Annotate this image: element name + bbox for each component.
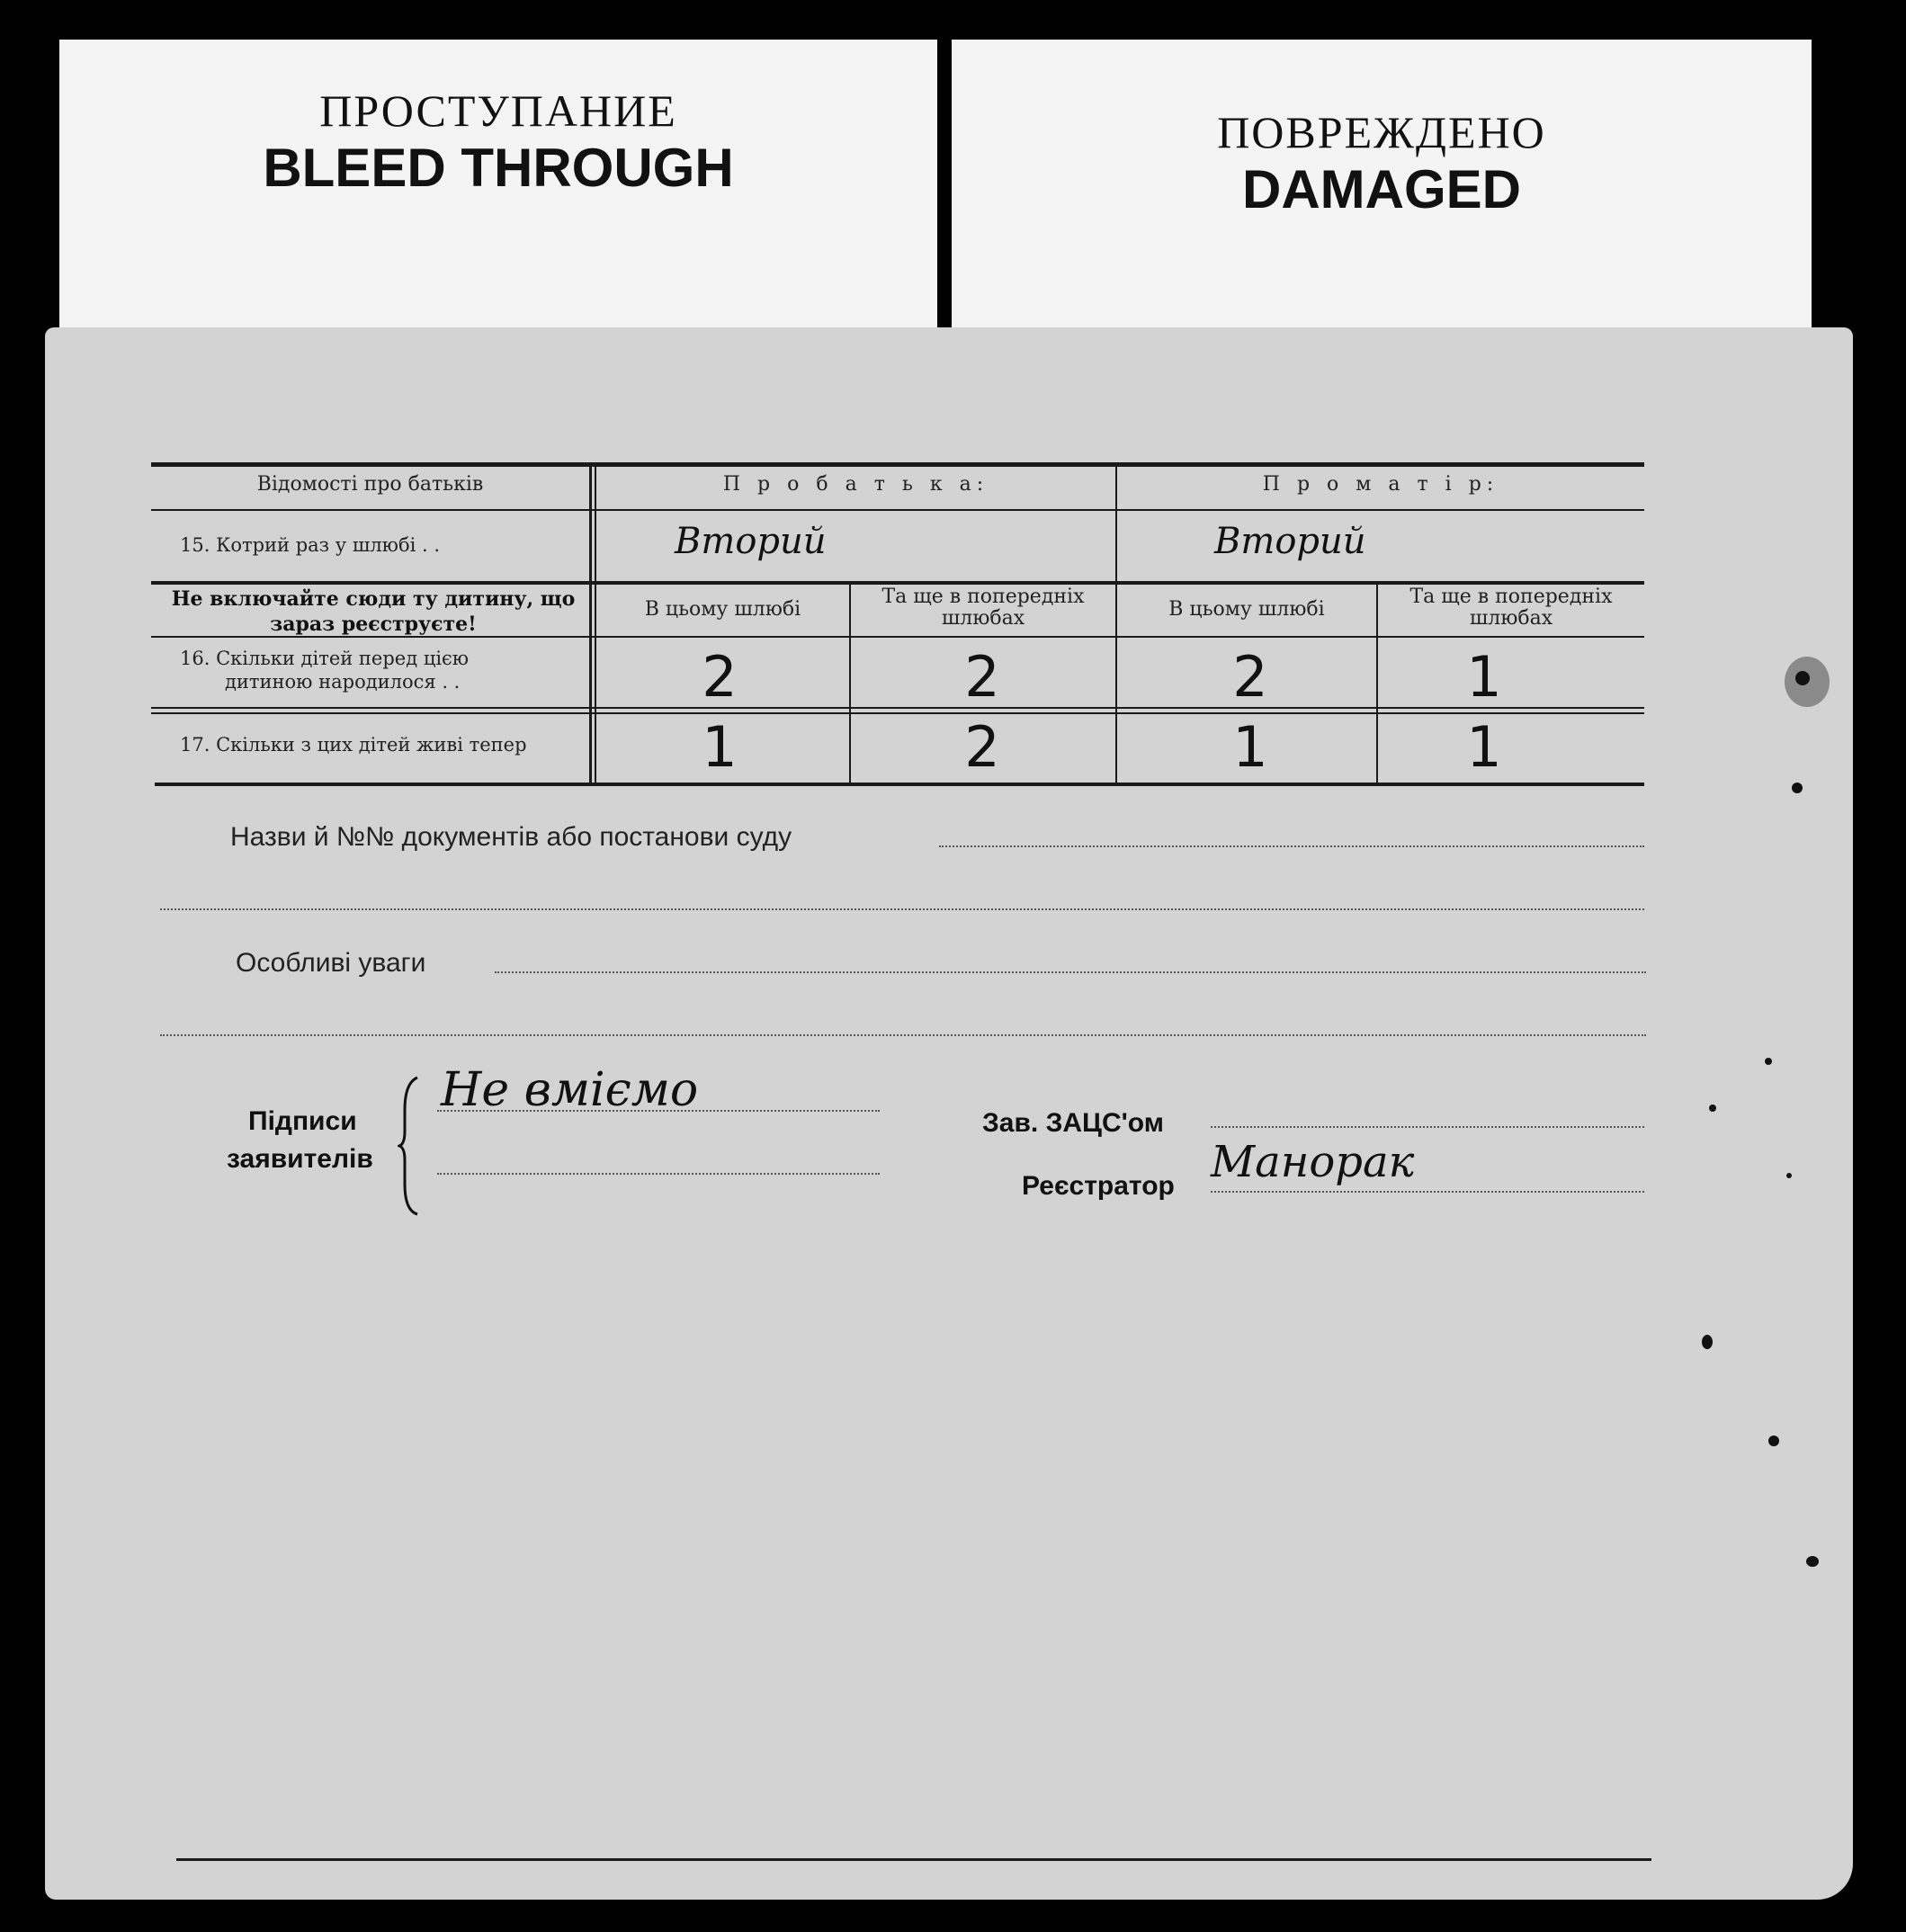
punch-hole [1792, 783, 1803, 793]
remarks-line [495, 971, 1646, 973]
row17-mother-previous: 1 [1466, 714, 1502, 780]
row16-father-previous: 2 [964, 644, 1000, 710]
father-this-marriage-header: В цьому шлюбі [644, 598, 801, 621]
punch-hole [1806, 1556, 1819, 1567]
punch-hole [1702, 1335, 1713, 1349]
punch-hole [1709, 1105, 1716, 1112]
applicants-label-line1: Підписи [248, 1106, 357, 1136]
document-card [45, 327, 1853, 1900]
registrar-label: Реєстратор [1022, 1171, 1175, 1201]
row16-label-line2: дитиною народилося . . [225, 671, 461, 693]
punch-hole [1765, 1058, 1772, 1065]
head-registry-label: Зав. ЗАЦС'ом [982, 1108, 1164, 1138]
damaged-en: DAMAGED [1242, 159, 1521, 219]
applicant-signature-line [437, 1110, 880, 1112]
registrar-signature-line [1211, 1191, 1644, 1193]
applicants-label-line2: заявителів [227, 1144, 373, 1174]
documents-line [939, 845, 1644, 847]
documents-label: Назви й №№ документів або постанови суду [230, 822, 792, 852]
exclusion-note: Не включайте сюди ту дитину, що зараз реєструєте! [171, 587, 576, 636]
row17-mother-this: 1 [1232, 714, 1268, 780]
row16-label-line1: 16. Скільки дітей перед цією [180, 648, 470, 669]
row15-father-value: Вторий [675, 521, 827, 562]
parents-info-header: Відомості про батьків [256, 473, 484, 496]
registrar-signature: Манорак [1211, 1137, 1415, 1187]
mother-header: П р о м а т і р: [1262, 473, 1499, 496]
bottom-rule [176, 1858, 1651, 1861]
mother-this-marriage-header: В цьому шлюбі [1168, 598, 1325, 621]
punch-hole [1795, 671, 1810, 685]
row17-label: 17. Скільки з цих дітей живі тепер [180, 734, 527, 756]
bleed-through-tag [59, 40, 937, 345]
applicant-signature-line-2 [437, 1173, 880, 1175]
row16-mother-this: 2 [1232, 644, 1268, 710]
row16-mother-previous: 1 [1466, 644, 1502, 710]
row15-label: 15. Котрий раз у шлюбі . . [180, 534, 441, 556]
father-previous-marriages-header: Та ще в попередніх шлюбах [881, 586, 1085, 630]
bleed-through-en: BLEED THROUGH [263, 138, 734, 198]
applicant-signature: Не вміємо [441, 1063, 699, 1117]
row15-mother-value: Вторий [1214, 521, 1366, 562]
row16-father-this: 2 [702, 644, 738, 710]
punch-hole [1768, 1436, 1779, 1446]
bleed-through-ru: ПРОСТУПАНИЕ [319, 85, 677, 136]
remarks-label: Особливі уваги [236, 948, 426, 978]
damaged-tag [952, 40, 1812, 345]
damaged-ru: ПОВРЕЖДЕНО [1217, 107, 1546, 157]
mother-previous-marriages-header: Та ще в попередніх шлюбах [1409, 586, 1613, 630]
punch-hole [1786, 1173, 1792, 1178]
applicants-brace [398, 1074, 425, 1218]
head-signature-line [1211, 1126, 1644, 1128]
row17-father-previous: 2 [964, 714, 1000, 780]
remarks-line-2 [160, 1034, 1646, 1036]
father-header: П р о б а т ь к а: [722, 473, 989, 496]
documents-line-2 [160, 908, 1644, 910]
row17-father-this: 1 [702, 714, 738, 780]
